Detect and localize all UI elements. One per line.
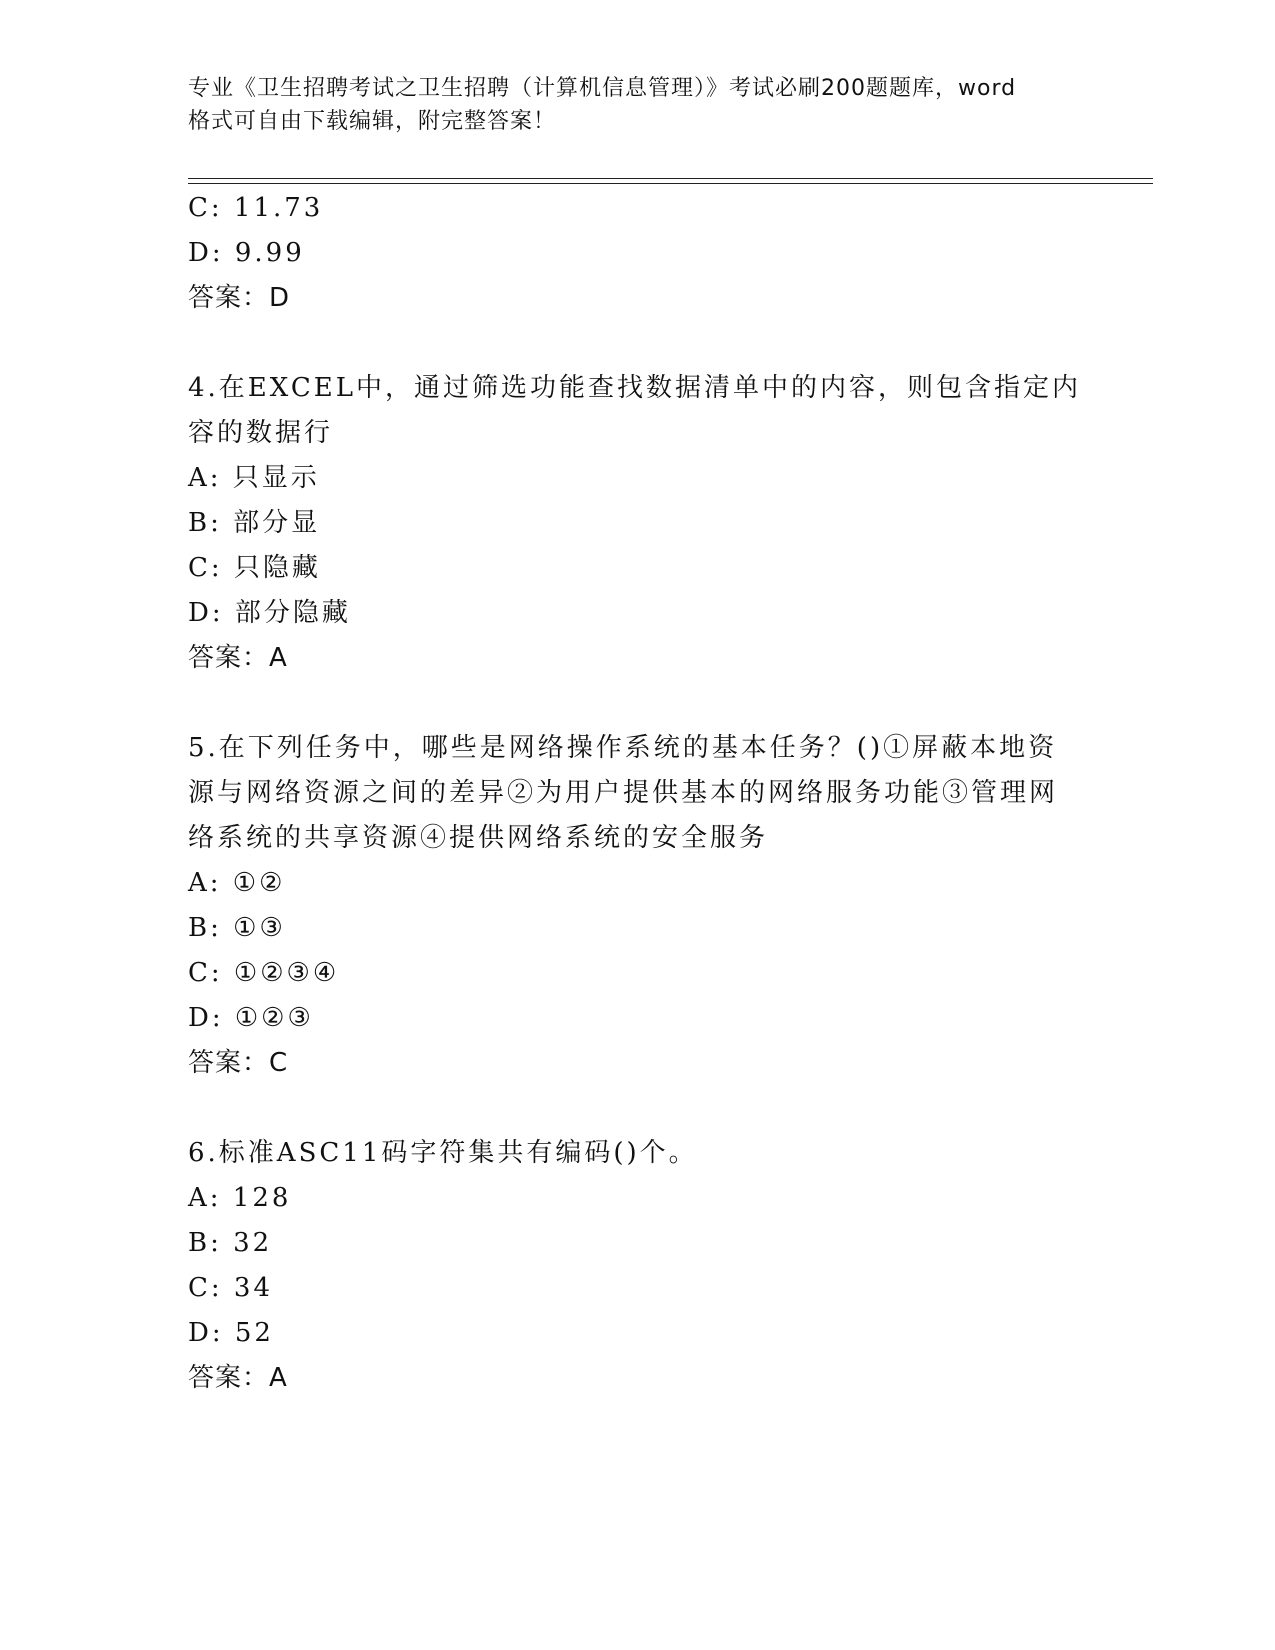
q6-option-b: B: 32 [188,1228,273,1258]
q3-answer: 答案：D [188,283,291,313]
q4-option-a: A: 只显示 [188,463,320,493]
q4-stem-line-2: 容的数据行 [188,418,334,448]
q4-option-c: C: 只隐藏 [188,553,321,583]
header-divider [188,178,1153,184]
header-line-2: 格式可自由下载编辑，附完整答案！ [188,109,557,134]
q4-answer: 答案：A [188,643,288,673]
q5-stem-line-2: 源与网络资源之间的差异②为用户提供基本的网络服务功能③管理网 [188,778,1059,808]
q5-stem-line-3: 络系统的共享资源④提供网络系统的安全服务 [188,823,769,853]
q5-option-c: C: ①②③④ [188,958,340,988]
q3-option-c: C: 11.73 [188,193,324,223]
q5-stem-line-1: 5.在下列任务中，哪些是网络操作系统的基本任务？()①屏蔽本地资 [188,733,1058,763]
q5-option-b: B: ①③ [188,913,286,943]
q6-stem-line-1: 6.标准ASC11码字符集共有编码()个。 [188,1138,698,1168]
q4-option-b: B: 部分显 [188,508,321,538]
q5-option-d: D: ①②③ [188,1003,314,1033]
q3-option-d: D: 9.99 [188,238,305,268]
page-header [188,72,1088,138]
q4-stem-line-1: 4.在EXCEL中，通过筛选功能查找数据清单中的内容，则包含指定内 [188,373,1081,403]
q6-option-d: D: 52 [188,1318,274,1348]
q6-option-c: C: 34 [188,1273,274,1303]
q6-option-a: A: 128 [188,1183,292,1213]
q6-answer: 答案：A [188,1363,288,1393]
q5-answer: 答案：C [188,1048,289,1078]
q4-option-d: D: 部分隐藏 [188,598,351,628]
header-line-1: 专业《卫生招聘考试之卫生招聘（计算机信息管理）》考试必刷200题题库，word [188,76,1017,101]
q5-option-a: A: ①② [188,868,286,898]
